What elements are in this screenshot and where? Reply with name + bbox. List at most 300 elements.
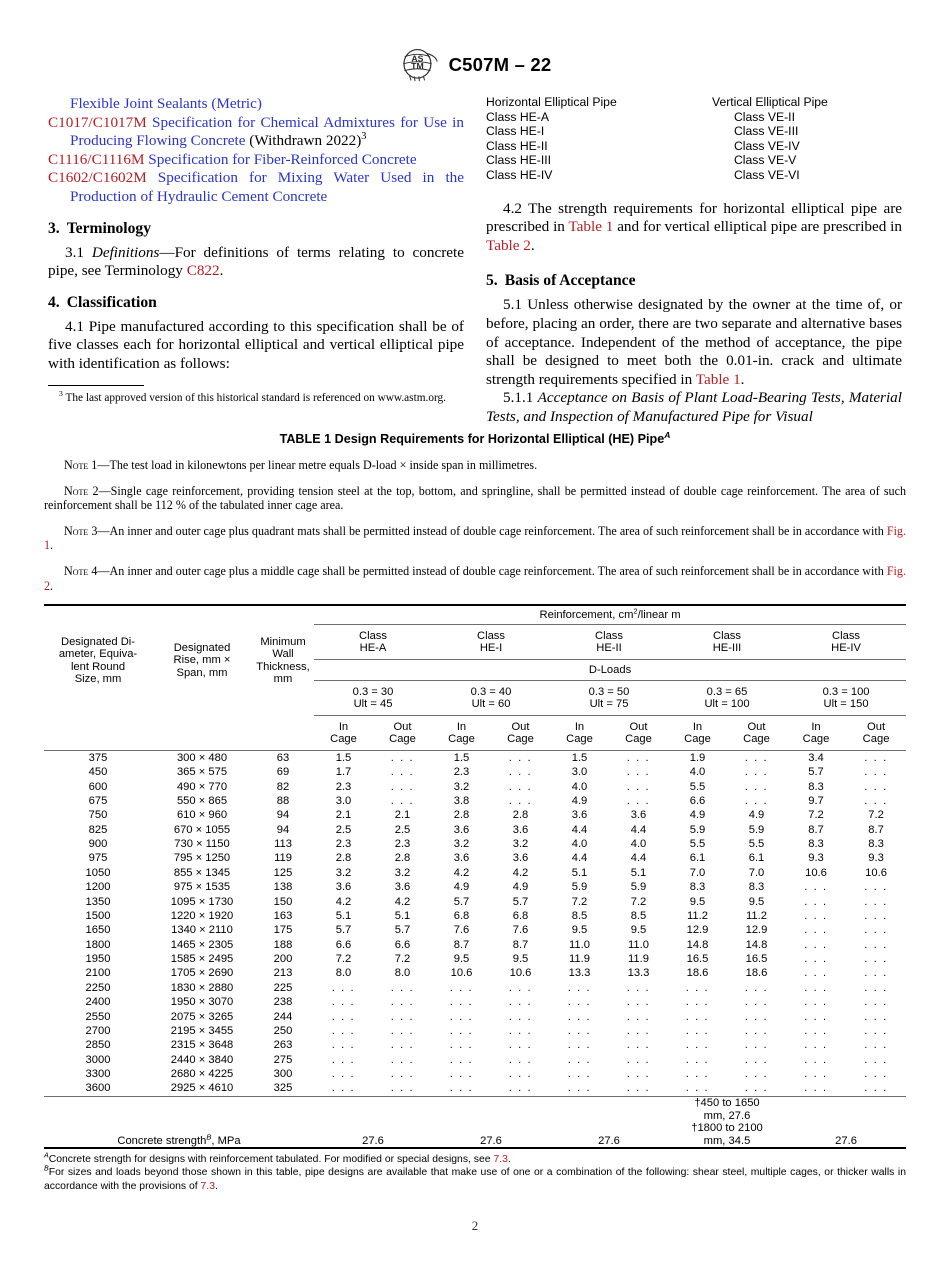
header-out-cage	[373, 715, 432, 750]
classification-header-row	[486, 95, 902, 110]
dload-he-iv	[786, 680, 906, 715]
page-title: C507M – 22	[448, 54, 552, 75]
cell-rise-span: 975 × 1535	[173, 881, 231, 894]
table-note-3	[44, 524, 906, 553]
cell-he-i-out: 7.6	[512, 924, 529, 937]
section-heading-basis-of-acceptance	[486, 272, 902, 290]
cell-he-i-out: . . .	[508, 996, 533, 1009]
cell-wall-thickness: 225	[273, 981, 293, 994]
reference-item[interactable]	[48, 95, 464, 114]
astm-logo-icon	[399, 48, 439, 82]
class-ve-ii: Class VE-II	[734, 109, 795, 124]
cage-word-2: Cage	[330, 733, 357, 746]
cell-he-ii-out: . . .	[626, 996, 651, 1009]
cell-he-i-out: 6.8	[512, 909, 529, 922]
cell-wall-thickness: 69	[276, 766, 290, 779]
cell-he-i-in: 7.6	[453, 924, 470, 937]
cell-designated-diameter: 2400	[85, 996, 111, 1009]
cell-wall-thickness: 113	[274, 838, 292, 851]
cell-wall-thickness: 125	[273, 866, 293, 879]
reference-title: Specification for Fiber-Reinforced Concrete	[144, 150, 417, 168]
cell-he-i-in: 2.8	[453, 809, 470, 822]
cell-he-ii-out: 4.4	[630, 823, 647, 836]
cell-rise-span: 795 × 1250	[173, 852, 231, 865]
cell-designated-diameter: 2100	[85, 967, 111, 980]
cell-designated-diameter: 2550	[85, 1010, 111, 1023]
note-label: Note 1	[64, 458, 98, 472]
header-out-cage	[846, 715, 906, 750]
cell-he-a-out: 5.7	[394, 924, 411, 937]
cell-he-iv-in: . . .	[804, 1053, 828, 1066]
cell-he-a-out: . . .	[390, 1010, 415, 1023]
table-caption-footnote-marker: A	[664, 429, 671, 440]
cell-he-iii-out: 18.6	[745, 967, 768, 980]
reference-withdrawn: (Withdrawn 2022)	[249, 132, 362, 150]
cell-he-iv-in: 7.2	[808, 809, 824, 822]
table-row	[44, 1024, 906, 1038]
cage-word-1: Out	[747, 720, 766, 733]
cell-he-ii-out: 5.9	[630, 881, 647, 894]
cell-he-iv-in: . . .	[804, 1010, 828, 1023]
cell-he-ii-in: . . .	[567, 981, 592, 994]
table-1	[44, 604, 906, 1149]
cell-he-i-out: . . .	[508, 1039, 533, 1052]
cell-he-ii-in: . . .	[567, 1024, 592, 1037]
table-row	[44, 909, 906, 923]
cell-rise-span: 2075 × 3265	[170, 1010, 234, 1023]
cell-he-iii-in: 1.9	[668, 750, 727, 765]
paragraph-text: The strength requirements for horizontal elliptical pipe are prescribed in	[486, 199, 902, 236]
header-reinforcement-post: /linear m	[637, 609, 681, 622]
cell-he-iii-in: 12.9	[686, 924, 709, 937]
header-in-cage	[786, 715, 846, 750]
header-out-cage	[609, 715, 668, 750]
paragraph-text-end: .	[530, 236, 535, 254]
table-footnote-b	[44, 1166, 906, 1192]
cell-he-iv-in: . . .	[804, 881, 828, 894]
class-word: Class	[832, 629, 861, 642]
cell-he-ii-in: . . .	[567, 1039, 592, 1052]
cell-designated-diameter: 2250	[85, 981, 111, 994]
cell-designated-diameter: 1350	[85, 895, 111, 908]
cell-he-i-in: . . .	[449, 1039, 474, 1052]
header-out-cage	[727, 715, 786, 750]
section-number: 3.	[48, 219, 60, 237]
cell-he-ii-out: . . .	[626, 1068, 651, 1081]
cell-he-a-out: 8.0	[394, 967, 411, 980]
class-name: HE-A	[359, 642, 387, 655]
cage-word-2: Cage	[389, 733, 416, 746]
cell-he-iv-in: . . .	[804, 967, 828, 980]
dload-he-iii	[668, 680, 786, 715]
cell-he-iv-out: 10.6	[865, 866, 887, 879]
cell-he-a-out: . . .	[390, 981, 415, 994]
cell-designated-diameter: 3000	[85, 1053, 111, 1066]
header-line: Rise, mm ×	[173, 654, 231, 667]
header-class-he-i	[432, 624, 550, 659]
cell-he-ii-out: . . .	[626, 981, 651, 994]
cell-he-ii-in: 9.5	[571, 924, 588, 937]
cell-he-iii-out: . . .	[744, 1068, 769, 1081]
cage-word-1: In	[456, 720, 467, 733]
cell-he-iv-out: . . .	[864, 1024, 888, 1037]
cell-rise-span: 1950 × 3070	[170, 996, 234, 1009]
table-caption	[44, 429, 906, 446]
svg-text:TM: TM	[410, 60, 424, 71]
footnote-text-end: .	[214, 1180, 218, 1192]
cell-wall-thickness: 94	[276, 809, 290, 822]
section-heading-classification	[48, 294, 464, 312]
cell-he-a-in: 2.3	[335, 838, 352, 851]
cell-he-i-out: 2.8	[512, 809, 529, 822]
class-he-ii: Class HE-II	[486, 138, 548, 153]
spacer	[44, 715, 152, 750]
paragraph-number: 5.1	[503, 296, 522, 314]
cell-he-ii-in: 5.9	[571, 881, 588, 894]
cell-he-iii-out: 4.9	[748, 809, 765, 822]
cell-he-iii-in: . . .	[685, 1010, 710, 1023]
cell-he-i-in: . . .	[449, 1010, 474, 1023]
cell-he-a-in: 2.8	[335, 852, 352, 865]
cell-he-iii-out: . . .	[744, 766, 769, 779]
table-row	[44, 823, 906, 837]
link-fig-2[interactable]: Fig. 2	[44, 563, 906, 593]
cell-he-a-out: 2.1	[394, 809, 411, 822]
cell-designated-diameter: 1800	[85, 938, 111, 951]
cell-he-iv-in: 9.3	[808, 852, 824, 865]
table-row	[44, 1038, 906, 1052]
cell-he-i-in: 3.6	[453, 852, 470, 865]
table-row	[44, 1053, 906, 1067]
cell-he-iii-out: 5.9	[748, 823, 765, 836]
cell-wall-thickness: 88	[276, 794, 290, 807]
dload-ult: Ult = 150	[823, 698, 869, 711]
cell-he-ii-in: 11.9	[569, 953, 590, 966]
cell-designated-diameter: 825	[88, 823, 108, 836]
reference-item[interactable]	[48, 169, 464, 206]
cell-he-iv-out: . . .	[864, 938, 888, 951]
cell-he-i-in: 9.5	[453, 953, 470, 966]
note-label: Note 2	[64, 483, 99, 498]
section-title: Classification	[66, 293, 157, 311]
cell-he-ii-out: . . .	[626, 1024, 651, 1037]
note-label: Note 4	[64, 563, 98, 578]
cell-he-a-out: 4.2	[394, 895, 411, 908]
cell-he-ii-in: . . .	[567, 1082, 592, 1095]
paragraph-text: Pipe manufactured according to this specification shall be of five classes each for horizontal elliptical and vertical elliptical pipe with identification as follows:	[48, 317, 464, 372]
left-column	[48, 95, 464, 405]
cs-line: mm, 27.6	[703, 1109, 751, 1122]
concrete-strength-label	[44, 1096, 314, 1148]
cell-rise-span: 2440 × 3840	[170, 1053, 234, 1066]
reference-item[interactable]	[48, 151, 464, 170]
footnote-marker-3: 3	[361, 131, 367, 143]
link-c822[interactable]: C822	[186, 262, 220, 280]
cell-he-i-out: . . .	[508, 981, 533, 994]
cell-he-a-in: . . .	[331, 1039, 356, 1052]
footnote-text: Concrete strength for designs with reinforcement tabulated. For modified or special designs, see	[48, 1154, 494, 1166]
cell-he-a-out: . . .	[390, 780, 415, 793]
spacer	[152, 715, 252, 750]
table-row	[44, 808, 906, 822]
cell-he-i-in: . . .	[449, 1024, 474, 1037]
cell-he-i-out: . . .	[508, 1010, 533, 1023]
cell-he-ii-in: 4.0	[571, 838, 588, 851]
classification-row	[486, 110, 902, 125]
concrete-strength-he-ii: 27.6	[550, 1096, 668, 1148]
cell-he-iii-in: 5.5	[689, 780, 706, 793]
cell-he-a-in: 4.2	[335, 895, 352, 908]
dload-crack: 0.3 = 40	[470, 685, 512, 698]
cell-he-iv-out: . . .	[864, 996, 888, 1009]
cell-he-a-out: 2.8	[394, 852, 411, 865]
header-out-cage	[491, 715, 550, 750]
cell-he-iv-out: . . .	[864, 909, 888, 922]
cell-he-a-in: 2.1	[335, 809, 352, 822]
cell-he-a-in: . . .	[331, 1024, 356, 1037]
dload-ult: Ult = 100	[704, 698, 750, 711]
cell-he-a-in: 6.6	[335, 938, 352, 951]
cell-he-a-out: 3.2	[394, 866, 411, 879]
cell-he-i-in: 8.7	[453, 938, 470, 951]
dload-he-ii	[550, 680, 668, 715]
reference-title: Specification for Chemical Admixtures for Use in Producing Flowing Concrete	[70, 113, 464, 150]
cs-line: mm, 34.5	[703, 1134, 751, 1147]
table-row	[44, 995, 906, 1009]
cell-he-iv-in: . . .	[804, 1024, 828, 1037]
cell-he-iii-out: 9.5	[748, 895, 765, 908]
header-line: Size, mm	[74, 673, 122, 686]
cage-word-2: Cage	[625, 733, 652, 746]
cell-he-ii-out: 7.2	[630, 895, 647, 908]
link-fig-1[interactable]: Fig. 1	[44, 523, 907, 553]
cell-designated-diameter: 600	[88, 780, 108, 793]
table-row	[44, 750, 906, 765]
cell-he-i-out: 10.6	[509, 967, 532, 980]
cell-rise-span: 1830 × 2880	[170, 981, 234, 994]
cell-he-iv-out: . . .	[864, 1039, 888, 1052]
section-number: 5.	[486, 272, 498, 290]
cell-rise-span: 1220 × 1920	[170, 909, 234, 922]
paragraph-number: 5.1.1	[503, 389, 534, 407]
cell-he-ii-out: . . .	[626, 1053, 651, 1066]
reference-designation: C1017/C1017M	[48, 113, 147, 131]
cell-he-iii-out: 11.2	[746, 909, 767, 922]
cell-wall-thickness: 244	[273, 1010, 293, 1023]
footnote-text: The last approved version of this historical standard is referenced on www.astm.org.	[62, 391, 446, 404]
cage-word-2: Cage	[507, 733, 534, 746]
cell-he-iii-out: . . .	[744, 1082, 769, 1095]
cell-he-iv-out: 9.3	[868, 852, 884, 865]
classification-row	[486, 153, 902, 168]
table-row	[44, 794, 906, 808]
cell-rise-span: 1095 × 1730	[170, 895, 234, 908]
reference-designation: C1116/C1116M	[48, 150, 145, 168]
cell-he-ii-in: 4.0	[571, 780, 588, 793]
header-line: Span, mm	[176, 666, 228, 679]
table-note-2	[44, 484, 906, 513]
table-note-1	[44, 458, 906, 473]
footnote-divider	[48, 385, 144, 386]
note-text: —Single cage reinforcement, providing tension steel at the top, bottom, and springline, shall be permitted instead of double cage reinforcement. The area of such reinforcement shall be 112 % of the tabulated inner cage area.	[44, 483, 906, 513]
cell-wall-thickness: 213	[273, 967, 293, 980]
header-line: Designated	[173, 641, 231, 654]
cell-he-iii-in: 18.6	[686, 967, 709, 980]
cell-he-iv-in: 9.7	[808, 794, 824, 807]
link-table-1[interactable]: Table 1	[568, 218, 614, 236]
header-reinforcement-sup: 2	[633, 606, 638, 616]
header-class-he-iv	[786, 624, 906, 659]
cell-designated-diameter: 1650	[85, 924, 111, 937]
cell-designated-diameter: 2850	[85, 1039, 111, 1052]
table-row	[44, 923, 906, 937]
header-in-cage	[432, 715, 491, 750]
cell-rise-span: 2925 × 4610	[170, 1082, 234, 1095]
header-designated-rise-span	[152, 605, 252, 715]
table-caption-text: TABLE 1 Design Requirements for Horizontal Elliptical (HE) Pipe	[279, 432, 665, 446]
cell-he-iii-in: 6.1	[689, 852, 706, 865]
cell-he-iv-out: . . .	[864, 1010, 888, 1023]
cell-rise-span: 1465 × 2305	[170, 938, 234, 951]
cell-he-i-in: . . .	[449, 1068, 474, 1081]
header-class-he-iii	[668, 624, 786, 659]
cell-designated-diameter: 450	[88, 766, 108, 779]
table-header-row-group	[44, 605, 906, 624]
cell-wall-thickness: 63	[252, 750, 314, 765]
cage-word-2: Cage	[684, 733, 711, 746]
class-name: HE-IV	[831, 642, 861, 655]
note-text: —The test load in kilonewtons per linear metre equals D-load × inside span in millimetres.	[97, 458, 538, 472]
header-class-he-ii	[550, 624, 668, 659]
table-row	[44, 880, 906, 894]
cell-designated-diameter: 375	[44, 750, 152, 765]
cell-he-i-out: . . .	[508, 794, 533, 807]
dload-crack: 0.3 = 30	[352, 685, 394, 698]
cell-he-iv-in: 8.3	[808, 780, 824, 793]
cell-he-iii-out: 12.9	[745, 924, 768, 937]
cell-he-iii-out: . . .	[744, 981, 769, 994]
cs-line: †1800 to 2100	[691, 1122, 763, 1135]
cell-he-iii-out: . . .	[744, 996, 769, 1009]
cell-he-iii-in: 8.3	[689, 881, 706, 894]
section-title: Basis of Acceptance	[504, 272, 636, 290]
table-footnotes	[44, 1153, 906, 1193]
cell-rise-span: 550 × 865	[176, 794, 228, 807]
cage-word-1: In	[574, 720, 585, 733]
cell-he-a-out: . . .	[390, 1024, 415, 1037]
cell-he-a-out: . . .	[373, 750, 432, 765]
cell-he-i-in: 3.2	[453, 780, 470, 793]
table-row	[44, 852, 906, 866]
table-row	[44, 938, 906, 952]
cell-he-iv-in: . . .	[804, 996, 828, 1009]
header-line: Wall	[272, 648, 294, 661]
cage-word-2: Cage	[566, 733, 593, 746]
cell-wall-thickness: 325	[273, 1082, 293, 1095]
cell-he-iv-out: . . .	[864, 1068, 888, 1081]
header-reinforcement	[314, 605, 906, 624]
cell-he-iii-in: 5.9	[689, 823, 706, 836]
paragraph-text-end: .	[219, 262, 224, 280]
class-he-a: Class HE-A	[486, 109, 549, 124]
reference-item[interactable]	[48, 114, 464, 151]
header-in-cage	[314, 715, 373, 750]
label-post: , MPa	[211, 1134, 241, 1147]
header-line: mm	[273, 673, 293, 686]
cell-rise-span: 855 × 1345	[173, 866, 231, 879]
cell-rise-span: 2195 × 3455	[170, 1024, 234, 1037]
definitions-term: Definitions	[91, 243, 160, 261]
header-reinforcement-pre: Reinforcement, cm	[539, 609, 634, 622]
cell-wall-thickness: 188	[273, 938, 293, 951]
cell-wall-thickness: 119	[274, 852, 292, 865]
cage-word-1: In	[338, 720, 349, 733]
class-he-iv: Class HE-IV	[486, 167, 553, 182]
cell-he-ii-in: . . .	[567, 1068, 592, 1081]
cell-he-i-out: 9.5	[512, 953, 529, 966]
cell-wall-thickness: 238	[273, 996, 293, 1009]
cell-he-i-out: 3.6	[512, 823, 529, 836]
paragraph-5-1-1	[486, 389, 902, 426]
link-7-3[interactable]: 7.3	[200, 1180, 215, 1192]
dload-he-i	[432, 680, 550, 715]
dload-he-a	[314, 680, 432, 715]
cell-he-ii-in: 4.9	[571, 794, 588, 807]
cell-he-ii-in: . . .	[567, 1010, 592, 1023]
cell-he-ii-in: 3.6	[571, 809, 588, 822]
table-row	[44, 952, 906, 966]
cell-he-iv-in: 3.4	[786, 750, 846, 765]
cage-word-1: Out	[393, 720, 412, 733]
cell-he-ii-in: 11.0	[569, 938, 590, 951]
cell-he-iii-in: 9.5	[689, 895, 706, 908]
paragraph-text-italic: Acceptance on Basis of Plant Load-Bearing Tests, Material Tests, and Inspection of Manufactured Pipe for Visual	[486, 389, 903, 425]
header-minimum-wall-thickness	[252, 605, 314, 715]
header-designated-diameter	[44, 605, 152, 715]
cell-he-a-in: 5.7	[335, 924, 352, 937]
cell-he-ii-out: . . .	[626, 794, 651, 807]
paragraph-number: 4.2	[503, 199, 522, 217]
cell-he-i-out: 8.7	[512, 938, 529, 951]
cell-wall-thickness: 175	[273, 924, 293, 937]
cell-rise-span: 300 × 480	[152, 750, 252, 765]
link-7-3[interactable]: 7.3	[493, 1154, 508, 1166]
cell-he-iv-out: . . .	[864, 1053, 888, 1066]
link-table-2[interactable]: Table 2	[486, 236, 531, 254]
cell-he-iii-in: . . .	[685, 981, 710, 994]
header-in-cage	[550, 715, 609, 750]
classification-header-horizontal: Horizontal Elliptical Pipe	[486, 95, 617, 109]
class-word: Class	[713, 629, 741, 642]
cell-he-iv-in: . . .	[804, 953, 828, 966]
cell-he-i-in: 2.3	[453, 766, 470, 779]
dload-crack: 0.3 = 100	[822, 685, 870, 698]
cell-he-i-in: 3.6	[453, 823, 470, 836]
cell-he-i-in: 6.8	[453, 909, 470, 922]
paragraph-4-2	[486, 200, 902, 256]
note-text: —An inner and outer cage plus a middle cage shall be permitted instead of double cage reinforcement. The area of such reinforcement shall be in accordance with	[97, 563, 887, 578]
cell-designated-diameter: 1500	[85, 909, 111, 922]
cell-he-iv-out: 8.7	[868, 823, 884, 836]
table-footnote-a	[44, 1153, 906, 1166]
concrete-strength-he-i: 27.6	[432, 1096, 550, 1148]
cell-he-i-out: . . .	[508, 780, 533, 793]
cell-he-a-in: 8.0	[335, 967, 352, 980]
dload-ult: Ult = 75	[589, 698, 629, 711]
cell-he-ii-in: 13.3	[568, 967, 591, 980]
link-table-1[interactable]: Table 1	[695, 370, 741, 388]
section-title: Terminology	[66, 219, 152, 237]
